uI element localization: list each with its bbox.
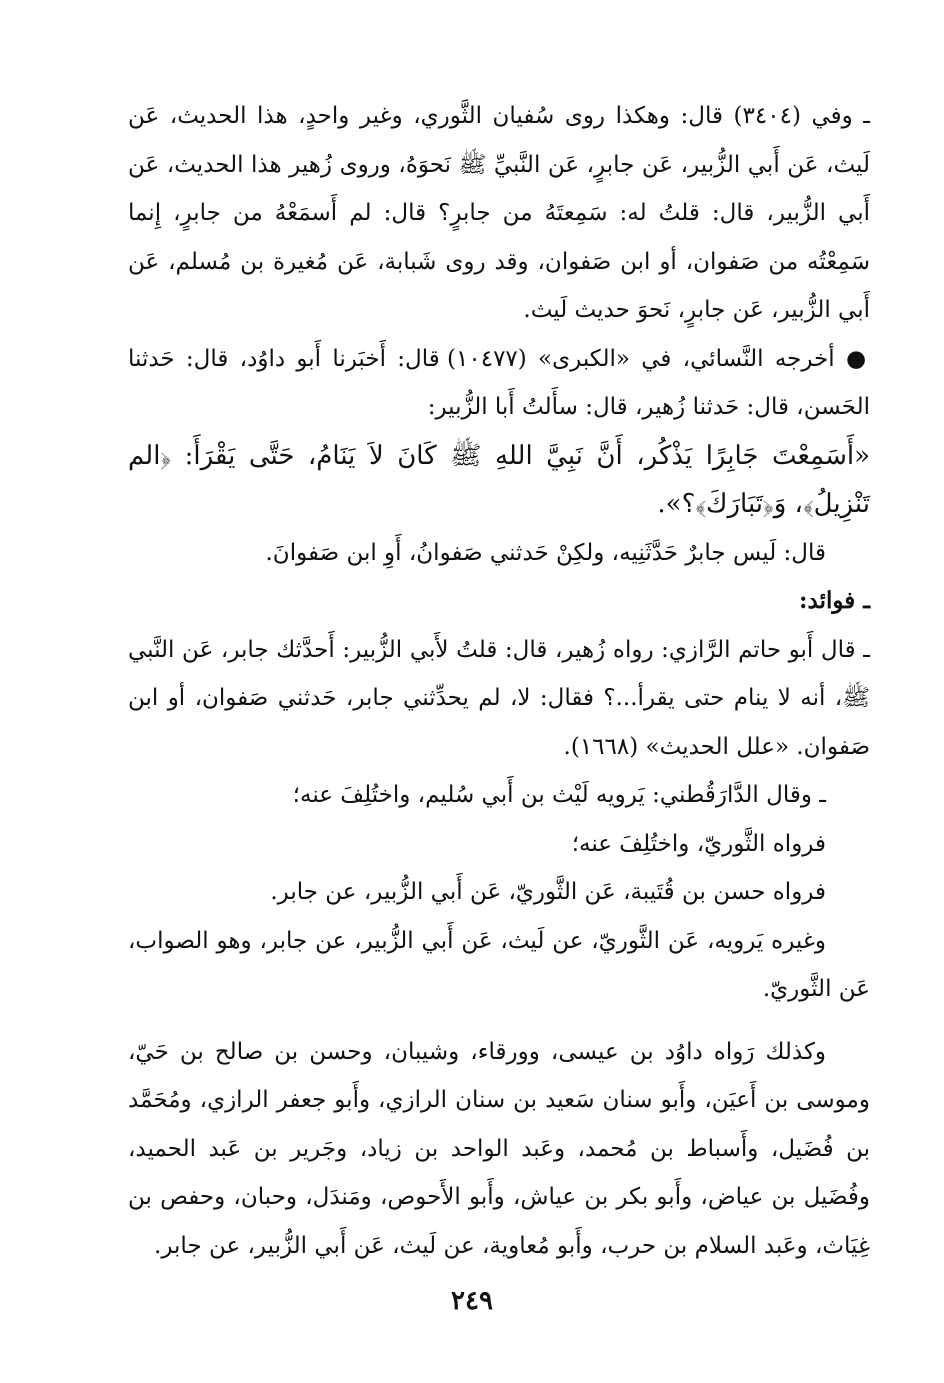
- bullet-icon: ●: [845, 344, 871, 372]
- section-heading-fawaid: ـ فوائد:: [799, 587, 870, 614]
- page-number: ٢٤٩: [451, 1286, 493, 1316]
- paragraph-2-text: أخرجه النَّسائي، في «الكبرى» (١٠٤٧٧) قال: أَخبَرنا أَبو داوُد، قال: حَدثنا الحَسن، قال: حَدثنا زُهير، قال: سأَلتُ أَبا الزُّبير:: [128, 345, 870, 420]
- page-body: [128, 92, 870, 1270]
- paragraph-1: ـ وفي (٣٤٠٤) قال: وهكذا روى سُفيان الثَّوري، وغير واحدٍ، هذا الحديث، عَن لَيث، عَن أَبي الزُّبير، عَن جابرٍ، عَن النَّبيِّ ﷺ نَحوَهُ، وروى زُهير هذا الحديث، عَن أَبي الزُّبير، قال: قلتُ له: سَمِعتَهُ من جابرٍ؟ قال: لم أَسمَعْهُ من جابرٍ، إِنما سَمِعْتُه من صَفوان، أو ابن صَفوان، وقد روى شَبابة، عَن مُغيرة بن مُسلم، عَن أَبي الزُّبير، عَن جابرٍ، نَحوَ حديث لَيث.: [128, 103, 871, 323]
- paragraph-7: ـ وقال الدَّارَقُطني: يَرويه لَيْث بن أَبي سُليم، واختُلِفَ عنه؛: [292, 782, 826, 808]
- paragraph-6: ـ قال أَبو حاتم الرَّازي: رواه زُهير، قال: قلتُ لأَبي الزُّبير: أَحدَّثك جابر، عَن النَّبي ﷺ، أنه لا ينام حتى يقرأ...؟ فقال: لا، لم يحدِّثني جابر، حَدثني صَفوان، أو ابن صَفوان. «علل الحديث» (١٦٦٨).: [128, 636, 871, 760]
- paragraph-9: فرواه حسن بن قُتَيبة، عَن الثَّوريّ، عَن أَبي الزُّبير، عن جابر.: [270, 879, 826, 905]
- hadith-quote: «أَسَمِعْتَ جَابِرًا يَذْكُر، أَنَّ نَبِيَّ اللهِ ﷺ كَانَ لاَ يَنَامُ، حَتَّى يَقْرَأَ: ﴿الم تَنْزِيلُ﴾، وَ﴿تَبَارَكَ﴾؟».: [128, 440, 870, 519]
- paragraph-11: وكذلك رَواه داوُد بن عيسى، وورقاء، وشيبان، وحسن بن صالح بن حَيّ، وموسى بن أَعيَن، وأَبو سنان سَعيد بن سنان الرازي، وأَبو جعفر الرازي، ومُحَمَّد بن فُضَيل، وأَسباط بن مُحمد، وعَبد الواحد بن زياد، وجَرير بن عَبد الحميد، وفُضَيل بن عياض، وأَبو بكر بن عياش، وأَبو الأَحوص، ومَندَل، وحبان، وحفص بن غِيَاث، وعَبد السلام بن حرب، وأَبو مُعاوية، عن لَيث، عَن أَبي الزُّبير، عن جابر.: [128, 1038, 870, 1259]
- paragraph-8: فرواه الثَّوريّ، واختُلِفَ عنه؛: [571, 830, 826, 857]
- paragraph-10: وغيره يَرويه، عَن الثَّوريّ، عن لَيث، عَن أَبي الزُّبير، عن جابر، وهو الصواب، عَن الثَّوريّ.: [128, 927, 870, 1002]
- paragraph-2: [128, 335, 870, 432]
- paragraph-4: قال: لَيس جابرٌ حَدَّثَنِيه، ولكِنْ حَدثني صَفوانُ، أَوِ ابن صَفوانَ.: [265, 539, 826, 566]
